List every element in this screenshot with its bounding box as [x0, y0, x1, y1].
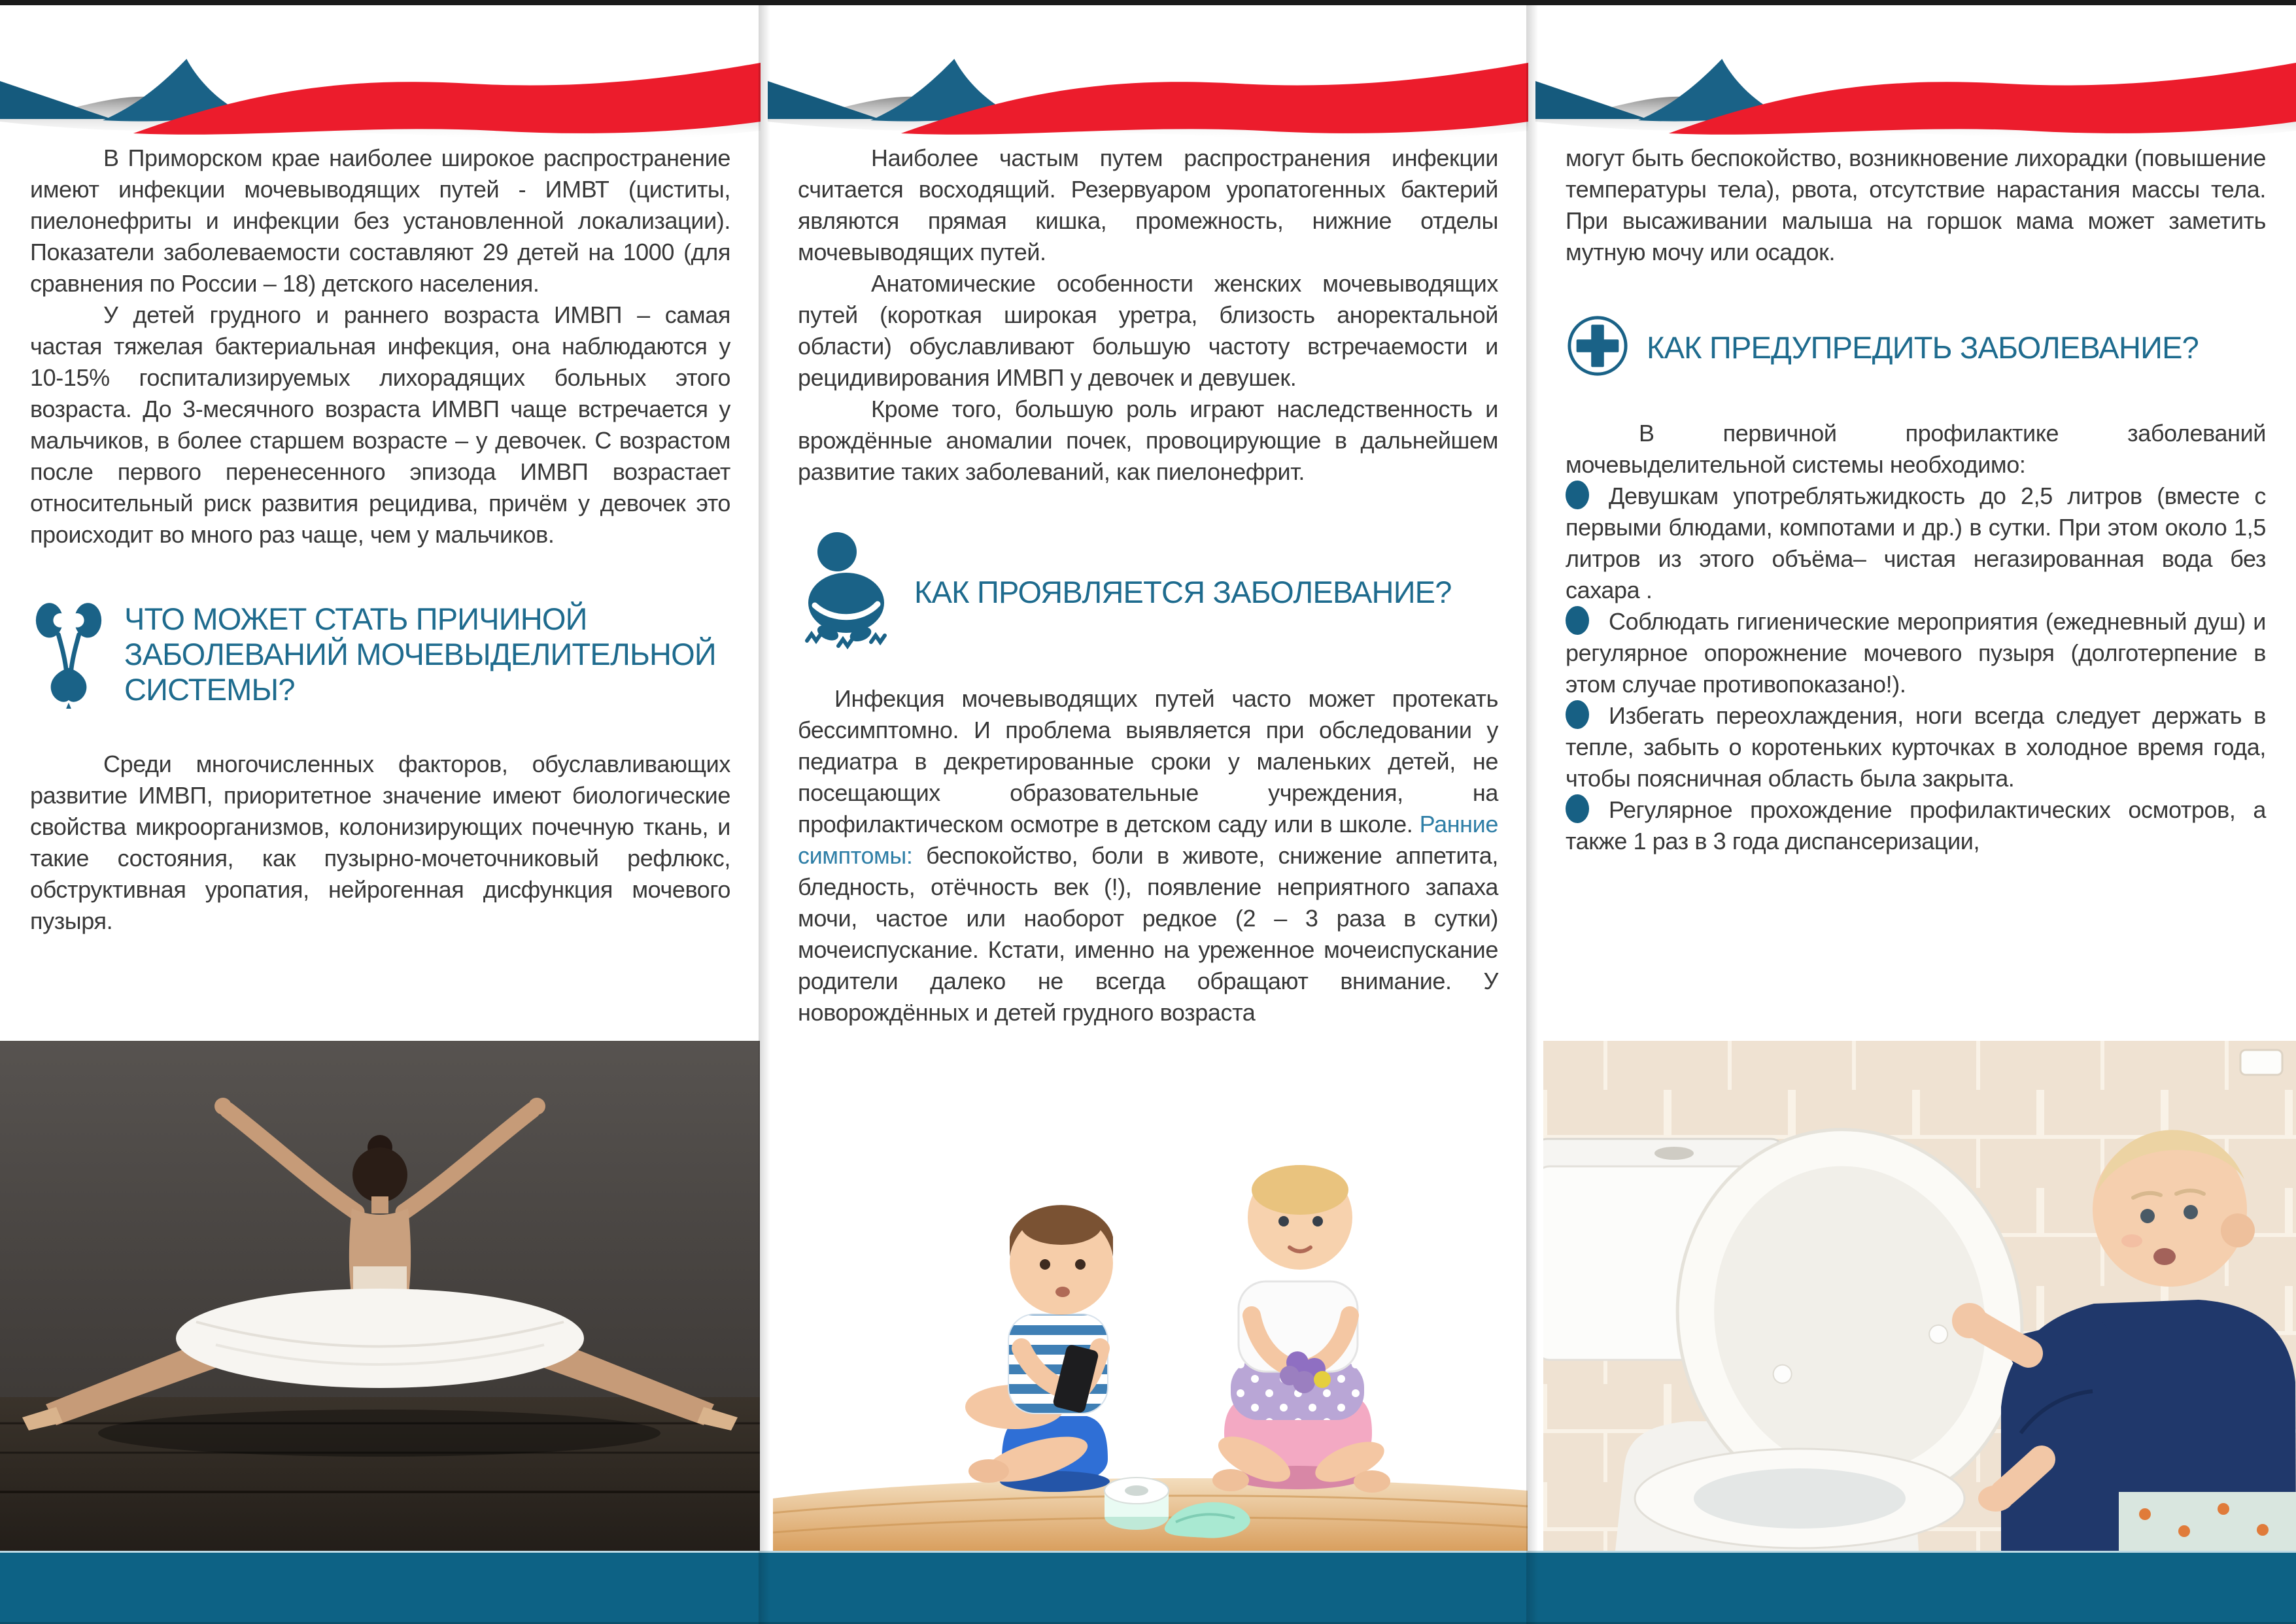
sitting-baby-icon	[798, 530, 897, 654]
bullet-dot	[1566, 794, 1589, 823]
page-top-border	[0, 0, 2296, 5]
wave-blue-triangle	[1535, 81, 1647, 119]
list-item	[1566, 794, 2266, 857]
left-column-text	[0, 133, 761, 937]
wave-decoration	[0, 21, 761, 149]
symptoms-label-highlight: Ранние симптомы:	[798, 811, 1498, 869]
right-column-text	[1535, 133, 2296, 857]
list-item	[1566, 700, 2266, 794]
ballerina-splits-photo	[0, 1041, 760, 1551]
section-heading-symptoms	[798, 530, 1498, 654]
paragraph: Кроме того, большую роль играют наследственность и врождённые аномалии почек, провоцирующие в дальнейшем развитие таких заболеваний, как пиелонефрит.	[798, 396, 1498, 485]
bullet-dot	[1566, 700, 1589, 729]
list-item	[1566, 481, 2266, 606]
wave-blue-triangle	[768, 81, 880, 119]
section-heading-label: КАК ПРОЯВЛЯЕТСЯ ЗАБОЛЕВАНИЕ?	[914, 574, 1452, 609]
paragraph: Среди многочисленных факторов, обуславливающих развитие ИМВП, приоритетное значение имеют биологические свойства микроорганизмов, колонизирующих почечную ткань, и такие состояния, как пузырно-мочеточниковый рефлюкс, обструктивная уропатия, нейрогенная дисфункция мочевого пузыря.	[30, 751, 730, 934]
paragraph: У детей грудного и раннего возраста ИМВП – самая частая тяжелая бактериальная инфекция, она наблюдаются у 10-15% госпитализируемых лихорадящих больных этого возраста. До 3-месячного возраста ИМВП чаще встречается у мальчиков, в более старшем возрасте – у девочек. С возрастом после первого перенесенного эпизода ИМВП возрастает относительный риск развития рецидива, причём у девочек это происходит во много раз чаще, чем у мальчиков.	[30, 301, 730, 548]
wave-red-swoosh	[133, 63, 761, 135]
paragraph: Анатомические особенности женских мочевыводящих путей (короткая широкая уретра, близость аноректальной области) обуславливают большую частоту встречаемости и рецидивирования ИМВП у девочек и девушек.	[798, 270, 1498, 391]
baby-at-toilet-photo	[1543, 1041, 2296, 1551]
wave-red-swoosh	[1669, 63, 2296, 135]
list-item	[1566, 606, 2266, 700]
symptoms-text-before: Инфекция мочевыводящих путей часто может протекать бессимптомно. И проблема выявляется при обследовании у педиатра в декретированные сроки у маленьких детей, не посещающих образовательные учреждения, на профилактическом осмотре в детском саду или в школе.	[798, 685, 1498, 837]
list-item-text: Девушкам употреблятьжидкость до 2,5 литров (вместе с первыми блюдами, компотами и др.) в сутки. При этом около 1,5 литров из этого объёма– чистая негазированная вода без сахара .	[1566, 482, 2266, 603]
photo-strip	[0, 1041, 2296, 1551]
paragraph	[798, 683, 1498, 1028]
section-heading-label: КАК ПРЕДУПРЕДИТЬ ЗАБОЛЕВАНИЕ?	[1647, 330, 2199, 365]
bullet-dot	[1566, 481, 1589, 509]
paragraph: В первичной профилактике заболеваний мочевыделительной системы необходимо:	[1566, 420, 2266, 478]
middle-column-text	[768, 133, 1528, 1028]
wave-decoration	[768, 21, 1528, 149]
section-heading-label: ЧТО МОЖЕТ СТАТЬ ПРИЧИНОЙ ЗАБОЛЕВАНИЙ МОЧЕВЫДЕЛИТЕЛЬНОЙ СИСТЕМЫ?	[124, 601, 716, 707]
paragraph: могут быть беспокойство, возникновение лихорадки (повышение температуры тела), рвота, отсутствие нарастания массы тела. При высаживании малыша на горшок мама может заметить мутную мочу или осадок.	[1566, 144, 2266, 265]
symptoms-text-after: беспокойство, боли в животе, снижение аппетита, бледность, отёчность век (!), появление неприятного запаха мочи, частое или наоборот редкое (2 – 3 раза в сутки) мочеиспускание. Кстати, именно на уреженное мочеиспускание родители далеко не всегда обращают внимание. У новорождённых и детей грудного возраста	[798, 842, 1498, 1026]
paragraph: В Приморском крае наиболее широкое распространение имеют инфекции мочевыводящих путей - ИМВТ (циститы, пиелонефриты и инфекции без установленной локализации). Показатели заболеваемости составляют 29 детей на 1000 (для сравнения по России – 18) детского населения.	[30, 144, 730, 297]
list-item-text: Соблюдать гигиенические мероприятия (ежедневный душ) и регулярное опорожнение мочевого пузыря (долготерпение в этом случае противопоказано!).	[1566, 608, 2266, 698]
wave-red-swoosh	[901, 63, 1528, 135]
paragraph: Наиболее частым путем распространения инфекции считается восходящий. Резервуаром уропатогенных бактерий являются прямая кишка, промежность, нижние отделы мочевыводящих путей.	[798, 144, 1498, 265]
wave-decoration	[1535, 21, 2296, 149]
list-item-text: Регулярное прохождение профилактических осмотров, а также 1 раз в 3 года диспансеризации,	[1566, 796, 2266, 854]
section-heading-causes	[30, 596, 730, 712]
wave-blue-triangle	[0, 81, 112, 119]
section-heading-prevention	[1566, 314, 2266, 381]
kidneys-icon	[30, 596, 107, 712]
medical-plus-icon	[1566, 314, 1630, 381]
footer-bar	[0, 1551, 2296, 1624]
bullet-dot	[1566, 606, 1589, 635]
babies-on-potties-photo	[773, 1041, 1528, 1551]
list-item-text: Избегать переохлаждения, ноги всегда следует держать в тепле, забыть о коротеньких курточках в холодное время года, чтобы поясничная область была закрыта.	[1566, 702, 2266, 792]
